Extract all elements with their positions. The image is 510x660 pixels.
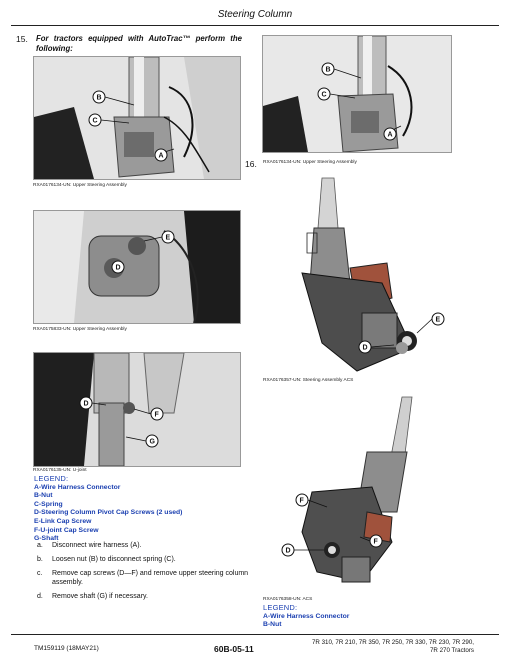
photo-acs [262, 392, 450, 594]
step-15-text: For tractors equipped with AutoTrac™ perform the following: [36, 34, 242, 53]
caption-photo-6: RXA0176358-UN: ACS [263, 597, 313, 602]
step-15-number: 15. [16, 34, 28, 44]
svg-text:F: F [154, 411, 159, 419]
legend-left-item: A-Wire Harness Connector [34, 483, 121, 491]
footer-models: 7R 310, 7R 210, 7R 350, 7R 250, 7R 330, 7R 230, 7R 290, 7R 270 Tractors [311, 639, 474, 655]
svg-text:D: D [362, 344, 368, 352]
photo-upper-steering-assembly-right [262, 35, 452, 153]
svg-text:F: F [373, 538, 378, 546]
svg-text:A: A [387, 131, 393, 139]
legend-left-item: B-Nut [34, 492, 53, 500]
svg-text:A: A [158, 152, 164, 160]
svg-text:C: C [321, 91, 327, 99]
svg-text:C: C [92, 117, 98, 125]
svg-text:D: D [285, 547, 291, 555]
substep-item: c. Remove cap screws (D—F) and remove upper steering column assembly. [37, 570, 249, 587]
photo-steering-assembly-acs [262, 173, 450, 373]
callout-d-photo2 [112, 261, 124, 273]
photo-upper-steering-assembly-de [33, 210, 241, 324]
svg-text:D: D [115, 264, 121, 272]
footer-page-number: 60B-05-11 [214, 644, 254, 654]
header-rule [11, 25, 499, 26]
svg-text:F: F [299, 497, 304, 505]
caption-photo-4: RXA0176134-UN: Upper Steering Assembly [263, 160, 357, 165]
substep-item: d. Remove shaft (G) if necessary. [37, 593, 148, 601]
page-header-title: Steering Column [217, 9, 293, 20]
legend-left-item: D-Steering Column Pivot Cap Screws (2 used) [34, 509, 183, 517]
svg-text:D: D [83, 400, 89, 408]
substep-list [37, 541, 267, 606]
legend-right-title: LEGEND: [263, 603, 298, 612]
footer-rule [11, 634, 499, 635]
caption-photo-3: RXA0176135-UN: U-joint [33, 468, 87, 473]
svg-text:B: B [96, 94, 102, 102]
legend-left [34, 475, 264, 544]
caption-photo-1: RXA0176134-UN: Upper Steering Assembly [33, 183, 127, 188]
caption-photo-5: RXA0176357-UN: Steering Assembly ACS [263, 378, 354, 383]
footer-doc-code: TM159119 (18MAY21) [34, 645, 99, 652]
legend-right-item: B-Nut [263, 621, 282, 629]
legend-left-item: C-Spring [34, 500, 63, 508]
svg-text:E: E [435, 316, 441, 324]
legend-left-title: LEGEND: [34, 474, 69, 483]
legend-right [263, 604, 463, 630]
svg-text:E: E [165, 234, 171, 242]
legend-left-item: G-Shaft [34, 535, 59, 543]
substep-item: b. Loosen nut (B) to disconnect spring (C). [37, 556, 176, 563]
caption-photo-2: RXA0175833-UN: Upper Steering Assembly [33, 327, 127, 332]
legend-left-item: E-Link Cap Screw [34, 517, 92, 525]
svg-text:B: B [325, 66, 331, 74]
photo-upper-steering-assembly-left [33, 56, 241, 180]
legend-right-item: A-Wire Harness Connector [263, 612, 350, 620]
svg-text:G: G [149, 438, 155, 446]
legend-left-item: F-U-joint Cap Screw [34, 526, 99, 534]
step-16-number: 16. [245, 159, 257, 169]
photo-u-joint [33, 352, 241, 467]
substep-item: a. Disconnect wire harness (A). [37, 542, 142, 549]
